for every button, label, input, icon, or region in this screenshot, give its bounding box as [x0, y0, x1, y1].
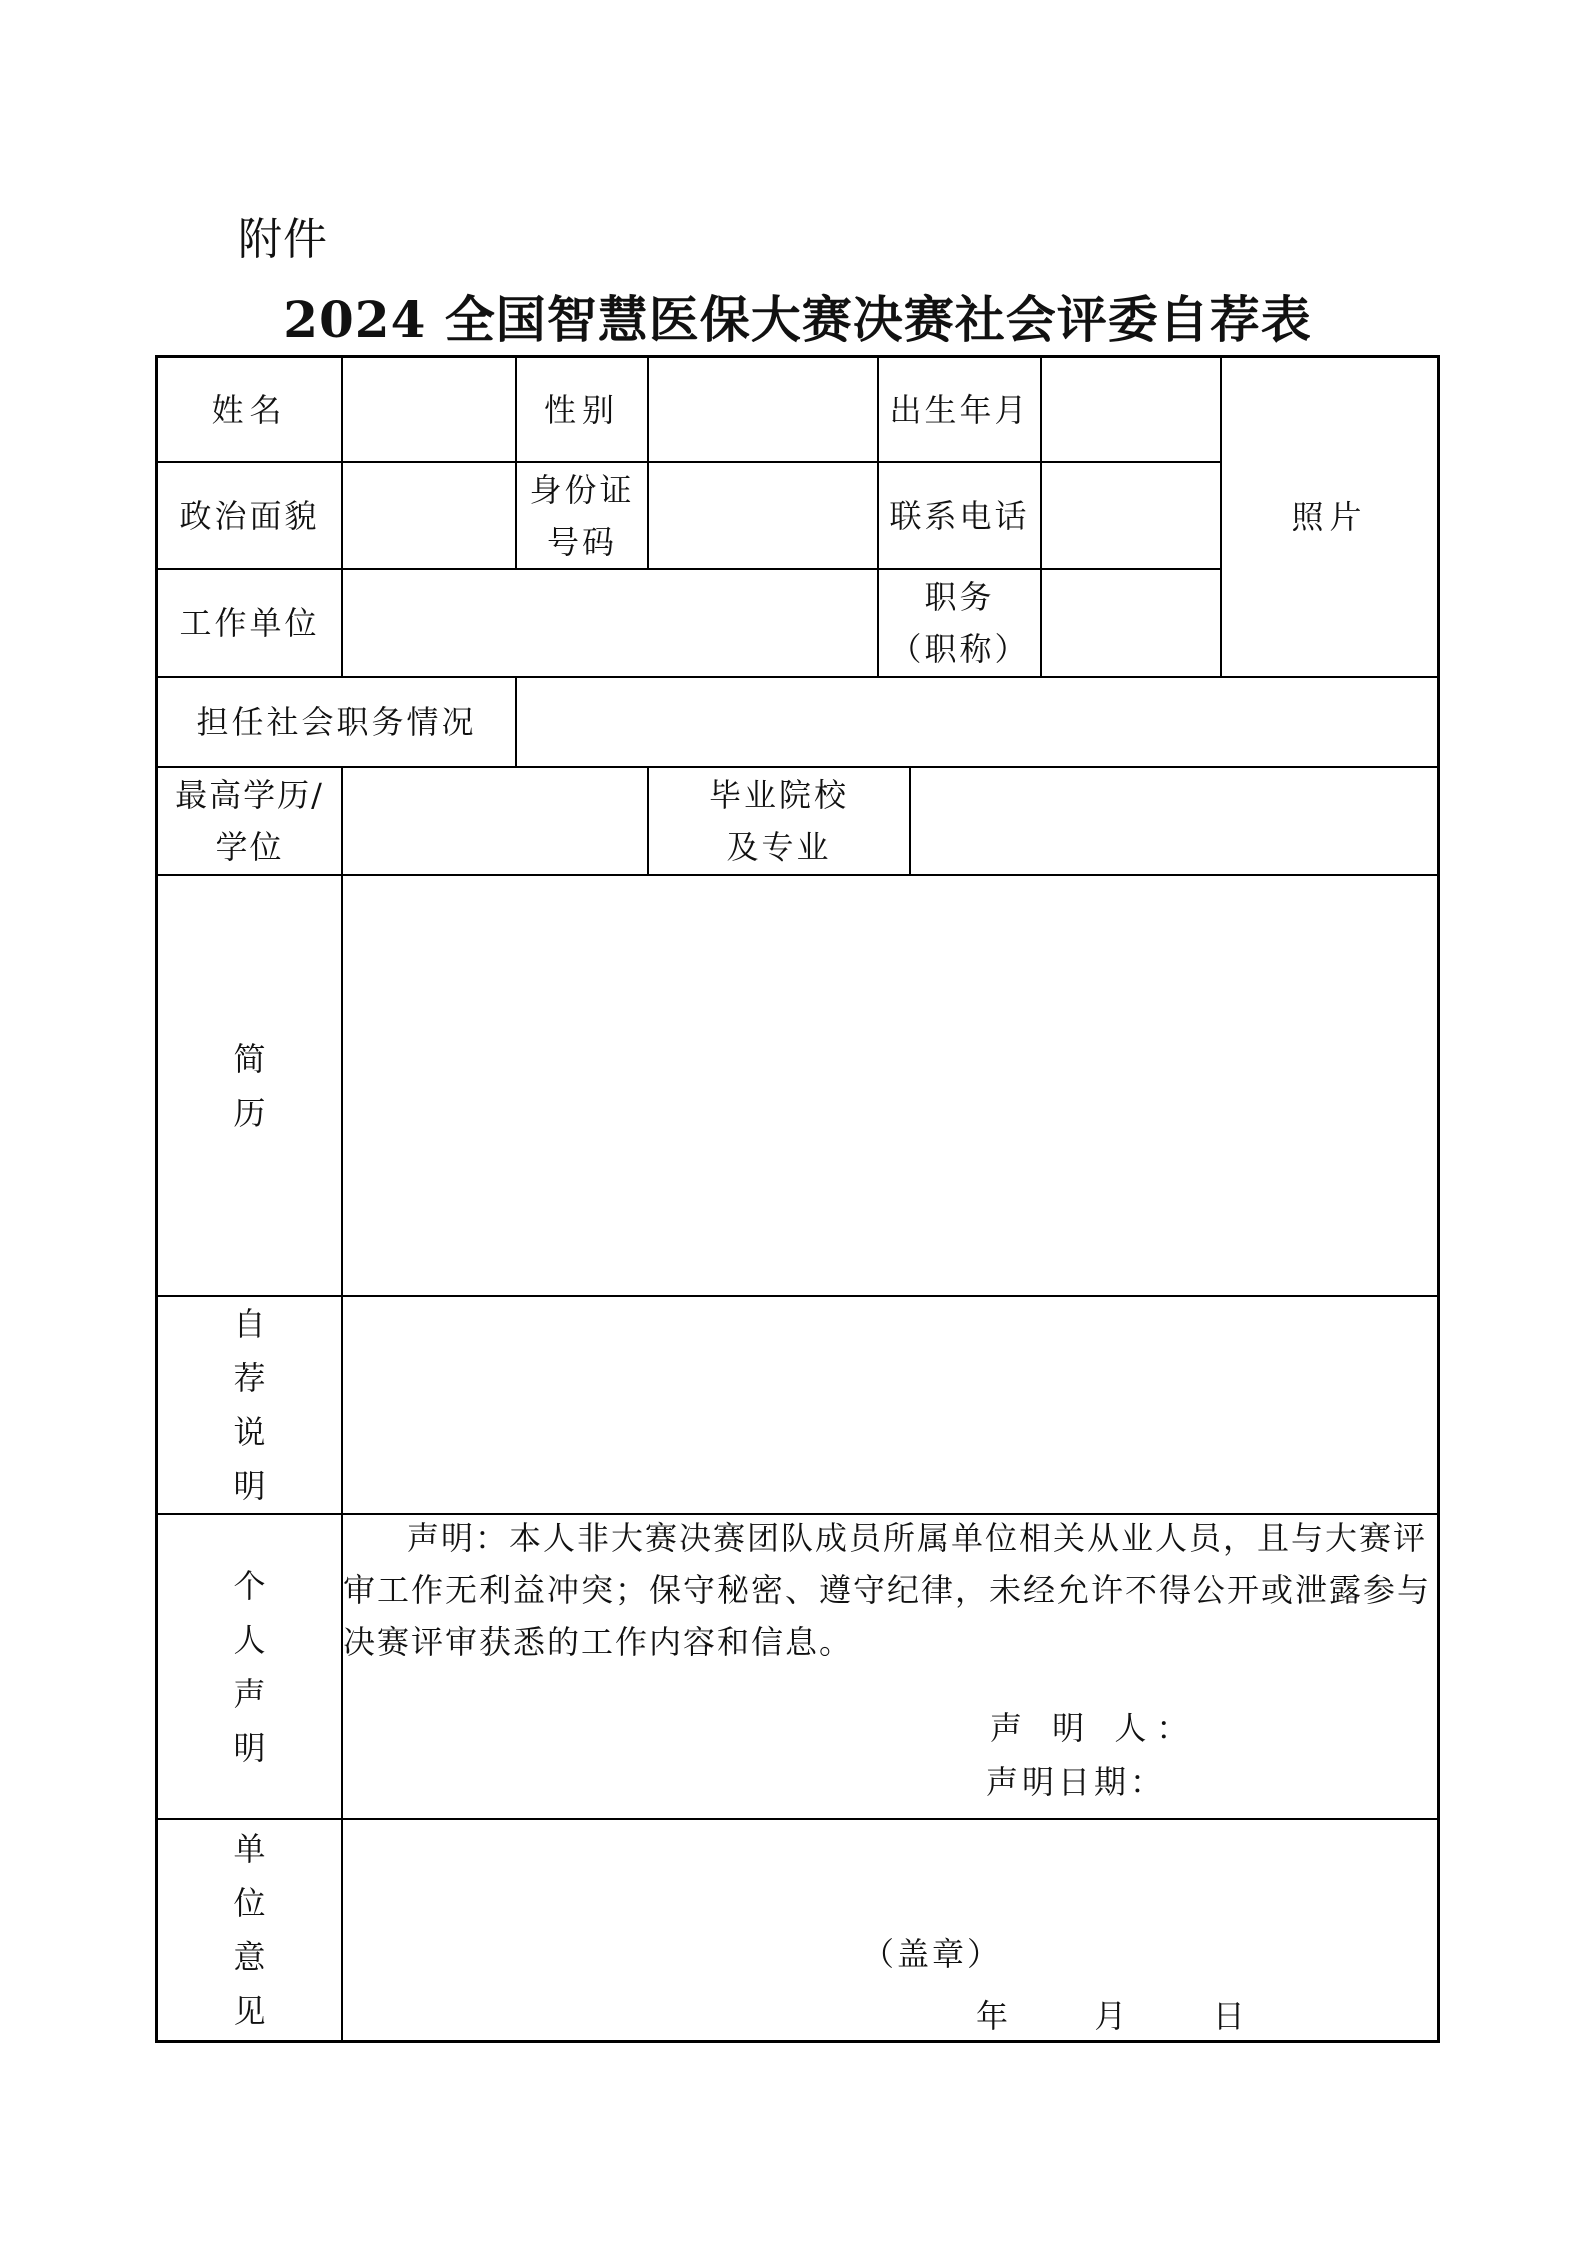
- social-roles-field[interactable]: [517, 678, 1437, 766]
- personal-declaration-label: 个 人 声 明: [233, 1566, 266, 1767]
- attachment-label: 附件: [238, 214, 328, 265]
- resume-label: 简 历: [233, 1039, 266, 1132]
- name-field[interactable]: [343, 358, 515, 461]
- self-recommendation-form: [155, 355, 1440, 2043]
- form-title: 2024 全国智慧医保大赛决赛社会评委自荐表: [283, 290, 1312, 349]
- birth-label: 出生年月: [889, 390, 1030, 429]
- birth-field[interactable]: [1042, 358, 1220, 461]
- seal-label: （盖章）: [862, 1935, 1003, 1973]
- declarant-signature-label: 声 明 人：: [990, 1709, 1199, 1747]
- unit-opinion-date: 年 月 日: [976, 1997, 1267, 2035]
- school-major-field[interactable]: [911, 768, 1437, 874]
- declaration-date-label: 声明日期：: [986, 1763, 1167, 1801]
- declaration-text: 声明：本人非大赛决赛团队成员所属单位相关从业人员，且与大赛评审工作无利益冲突；保守秘密、遵守纪律，未经允许不得公开或泄露参与决赛评审获悉的工作内容和信息。: [343, 1519, 1432, 1661]
- political-label: 政治面貌: [179, 496, 320, 535]
- gender-field[interactable]: [649, 358, 877, 461]
- self-recommendation-label: 自 荐 说 明: [233, 1305, 266, 1505]
- school-major-label: 毕业院校 及专业: [708, 776, 849, 866]
- position-label: 职务 （职称）: [889, 578, 1030, 668]
- position-field[interactable]: [1042, 570, 1220, 676]
- id-number-field[interactable]: [649, 463, 877, 568]
- social-roles-label: 担任社会职务情况: [196, 703, 477, 741]
- phone-field[interactable]: [1042, 463, 1220, 568]
- photo-box[interactable]: 照片: [1291, 498, 1368, 536]
- work-unit-label: 工作单位: [179, 604, 320, 642]
- gender-label: 性别: [543, 390, 620, 429]
- self-recommendation-field[interactable]: [343, 1297, 1437, 1513]
- education-label: 最高学历/ 学位: [175, 776, 324, 866]
- name-label: 姓名: [211, 390, 288, 429]
- work-unit-field[interactable]: [343, 570, 877, 676]
- phone-label: 联系电话: [889, 496, 1030, 535]
- unit-opinion-label: 单 位 意 见: [233, 1830, 266, 2030]
- education-field[interactable]: [343, 768, 647, 874]
- resume-field[interactable]: [343, 876, 1437, 1295]
- political-field[interactable]: [343, 463, 515, 568]
- id-number-label: 身份证 号码: [529, 470, 635, 561]
